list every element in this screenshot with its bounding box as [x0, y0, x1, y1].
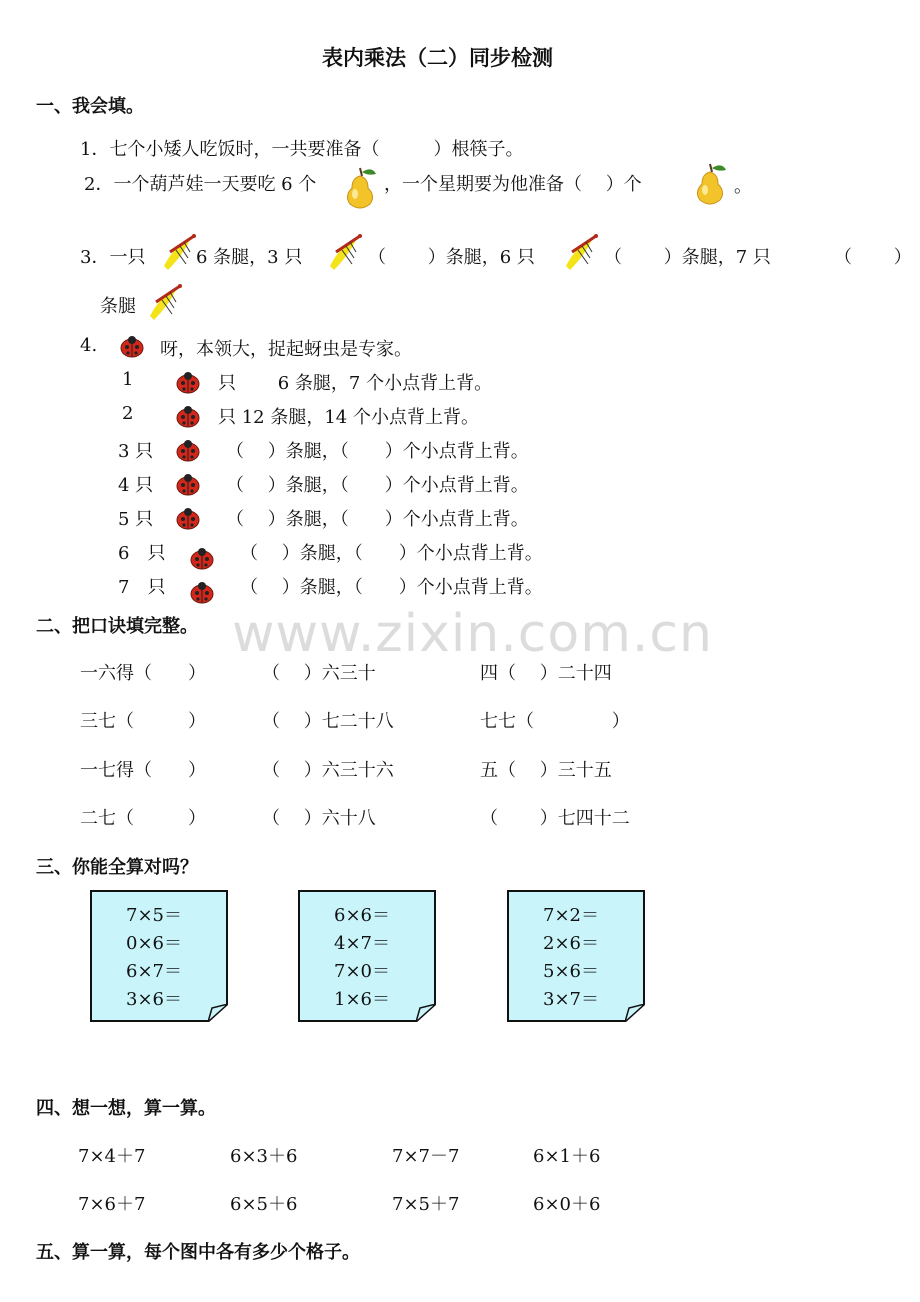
mnemonic-blank: 五（ ）三十五 — [480, 760, 612, 781]
multiplication-problem: 0×6＝ — [126, 933, 182, 954]
folded-corner — [416, 1004, 436, 1022]
ladybug-row-count: 5 只 — [118, 509, 154, 530]
ladybug-icon — [174, 439, 202, 467]
ladybug-row-text: （ ）条腿，（ ）个小点背上背。 — [240, 577, 543, 598]
ladybug-icon — [174, 405, 202, 433]
ladybug-icon — [118, 335, 146, 359]
multiplication-problem: 7×0＝ — [334, 961, 390, 982]
section-1-heading: 一、我会填。 — [36, 96, 144, 117]
ladybug-row-text: （ ）条腿，（ ）个小点背上背。 — [226, 509, 529, 530]
question-1: 1．七个小矮人吃饭时，一共要准备（ ）根筷子。 — [80, 139, 524, 160]
mnemonic-blank: 二七（ ） — [80, 808, 206, 829]
section-5-heading: 五、算一算，每个图中各有多少个格子。 — [36, 1242, 360, 1263]
dragonfly-icon — [160, 232, 200, 272]
question-3-part-d: （ ）条腿，7 只 — [604, 247, 771, 268]
ladybug-row-count: 4 只 — [118, 475, 154, 496]
question-3-part-a: 3．一只 — [80, 247, 146, 268]
arithmetic-problem: 7×7－7 — [392, 1146, 460, 1167]
ladybug-row-count: 1 — [122, 369, 134, 390]
multiplication-problem: 6×6＝ — [334, 905, 390, 926]
multiplication-problem: 7×5＝ — [126, 905, 182, 926]
section-4-heading: 四、想一想，算一算。 — [36, 1098, 216, 1119]
arithmetic-problem: 7×5＋7 — [392, 1194, 460, 1215]
question-3-part-e: （ ） — [834, 247, 912, 268]
ladybug-row-text: 只 12 条腿，14 个小点背上背。 — [218, 407, 479, 428]
question-2-part-b: ，一个星期要为他准备（ ）个 — [384, 174, 642, 195]
question-2-part-a: 2．一个葫芦娃一天要吃 6 个 — [84, 174, 317, 195]
arithmetic-problem: 6×3＋6 — [230, 1146, 298, 1167]
multiplication-problem: 5×6＝ — [543, 961, 599, 982]
pear-icon — [340, 164, 380, 212]
ladybug-row-text: （ ）条腿，（ ）个小点背上背。 — [226, 441, 529, 462]
ladybug-icon — [174, 507, 202, 535]
section-3-heading: 三、你能全算对吗？ — [36, 857, 198, 878]
question-3-part-f: 条腿 — [100, 296, 136, 317]
section-2-heading: 二、把口诀填完整。 — [36, 616, 198, 637]
page-title: 表内乘法（二）同步检测 — [322, 46, 553, 70]
problem-card — [298, 890, 436, 1022]
mnemonic-blank: （ ）六三十六 — [262, 760, 394, 781]
ladybug-row-text: （ ）条腿，（ ）个小点背上背。 — [226, 475, 529, 496]
mnemonic-blank: （ ）七二十八 — [262, 711, 394, 732]
ladybug-row-count: 2 — [122, 403, 134, 424]
problem-card — [507, 890, 645, 1022]
ladybug-row-text: （ ）条腿，（ ）个小点背上背。 — [240, 543, 543, 564]
multiplication-problem: 3×7＝ — [543, 989, 599, 1010]
mnemonic-blank: 四（ ）二十四 — [480, 663, 612, 684]
ladybug-icon — [188, 581, 216, 609]
ladybug-row-text: 只 6 条腿，7 个小点背上背。 — [218, 373, 493, 394]
mnemonic-blank: （ ）七四十二 — [480, 808, 630, 829]
ladybug-icon — [188, 547, 216, 575]
multiplication-problem: 7×2＝ — [543, 905, 599, 926]
ladybug-icon — [174, 371, 202, 399]
mnemonic-blank: 七七（ ） — [480, 711, 630, 732]
ladybug-row-count: 6 只 — [118, 543, 166, 564]
problem-card — [90, 890, 228, 1022]
multiplication-problem: 2×6＝ — [543, 933, 599, 954]
dragonfly-icon — [326, 232, 366, 272]
question-4-text: 呀，本领大，捉起蚜虫是专家。 — [160, 339, 412, 360]
mnemonic-blank: （ ）六三十 — [262, 663, 376, 684]
mnemonic-blank: 一七得（ ） — [80, 760, 206, 781]
multiplication-problem: 3×6＝ — [126, 989, 182, 1010]
dragonfly-icon — [562, 232, 602, 272]
ladybug-row-count: 3 只 — [118, 441, 154, 462]
multiplication-problem: 1×6＝ — [334, 989, 390, 1010]
arithmetic-problem: 6×0＋6 — [533, 1194, 601, 1215]
question-3-part-b: 6 条腿，3 只 — [196, 247, 303, 268]
mnemonic-blank: 三七（ ） — [80, 711, 206, 732]
question-3-part-c: （ ）条腿，6 只 — [368, 247, 535, 268]
folded-corner — [208, 1004, 228, 1022]
arithmetic-problem: 7×6＋7 — [78, 1194, 146, 1215]
ladybug-icon — [174, 473, 202, 501]
mnemonic-blank: （ ）六十八 — [262, 808, 376, 829]
dragonfly-icon — [146, 282, 186, 322]
question-2-part-c: 。 — [734, 176, 752, 197]
arithmetic-problem: 7×4＋7 — [78, 1146, 146, 1167]
ladybug-row-count: 7 只 — [118, 577, 166, 598]
watermark: www.zixin.com.cn — [232, 604, 713, 664]
question-4-number: 4. — [80, 335, 98, 356]
multiplication-problem: 6×7＝ — [126, 961, 182, 982]
arithmetic-problem: 6×1＋6 — [533, 1146, 601, 1167]
mnemonic-blank: 一六得（ ） — [80, 663, 206, 684]
arithmetic-problem: 6×5＋6 — [230, 1194, 298, 1215]
folded-corner — [625, 1004, 645, 1022]
pear-icon — [690, 160, 730, 208]
multiplication-problem: 4×7＝ — [334, 933, 390, 954]
